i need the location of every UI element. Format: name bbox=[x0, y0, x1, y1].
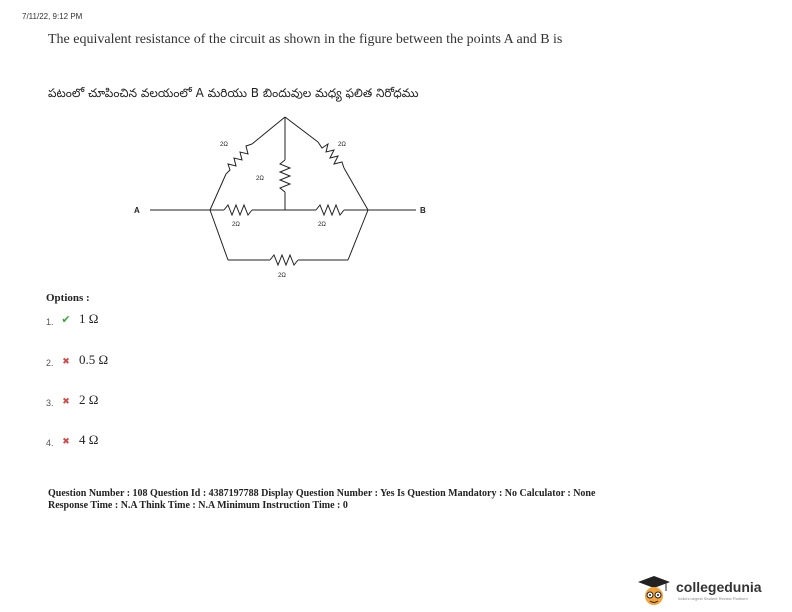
option-value: 1 Ω bbox=[79, 311, 99, 326]
logo-wordmark: collegedunia bbox=[676, 579, 762, 595]
logo-tagline: India's largest Student Review Platform bbox=[678, 596, 748, 601]
option-value: 0.5 Ω bbox=[79, 352, 109, 367]
option-1[interactable] bbox=[46, 311, 98, 327]
resistor-label-upper-right: 2Ω bbox=[338, 142, 346, 148]
option-4[interactable] bbox=[46, 432, 98, 448]
cross-icon: ✖ bbox=[62, 356, 70, 366]
question-text: The equivalent resistance of the circuit as shown in the figure between the points A and B is bbox=[48, 32, 563, 47]
cross-icon: ✖ bbox=[62, 436, 70, 446]
resistor-label-bottom: 2Ω bbox=[278, 273, 286, 279]
option-number: 2. bbox=[46, 358, 54, 368]
option-value: 4 Ω bbox=[79, 432, 99, 447]
question-text-telugu: పటంలో చూపించిన వలయంలో A మరియు B బిందువుల మధ్య ఫలిత నిరోధము bbox=[48, 86, 419, 100]
check-icon: ✔ bbox=[61, 314, 71, 326]
logo-mascot-icon bbox=[632, 574, 672, 608]
option-3[interactable] bbox=[46, 392, 98, 408]
timestamp: 7/11/22, 9:12 PM bbox=[22, 12, 83, 21]
question-metadata bbox=[48, 488, 748, 512]
circuit-diagram bbox=[120, 112, 440, 282]
point-a-label: A bbox=[134, 206, 140, 215]
options-label: Options : bbox=[46, 292, 90, 304]
metadata-line-2: Response Time : N.A Think Time : N.A Minimum Instruction Time : 0 bbox=[48, 500, 348, 511]
cross-icon: ✖ bbox=[62, 396, 70, 406]
option-number: 1. bbox=[46, 317, 54, 327]
resistor-label-upper-left: 2Ω bbox=[220, 142, 228, 148]
resistor-label-vertical: 2Ω bbox=[256, 176, 264, 182]
metadata-line-1: Question Number : 108 Question Id : 4387197788 Display Question Number : Yes Is Question Mandatory : No Calculator : None bbox=[48, 488, 596, 499]
collegedunia-logo bbox=[632, 574, 782, 608]
point-b-label: B bbox=[420, 206, 426, 215]
option-number: 4. bbox=[46, 438, 54, 448]
option-value: 2 Ω bbox=[79, 392, 99, 407]
option-2[interactable] bbox=[46, 352, 108, 368]
resistor-label-middle-left: 2Ω bbox=[232, 222, 240, 228]
option-number: 3. bbox=[46, 398, 54, 408]
resistor-label-middle-right: 2Ω bbox=[318, 222, 326, 228]
